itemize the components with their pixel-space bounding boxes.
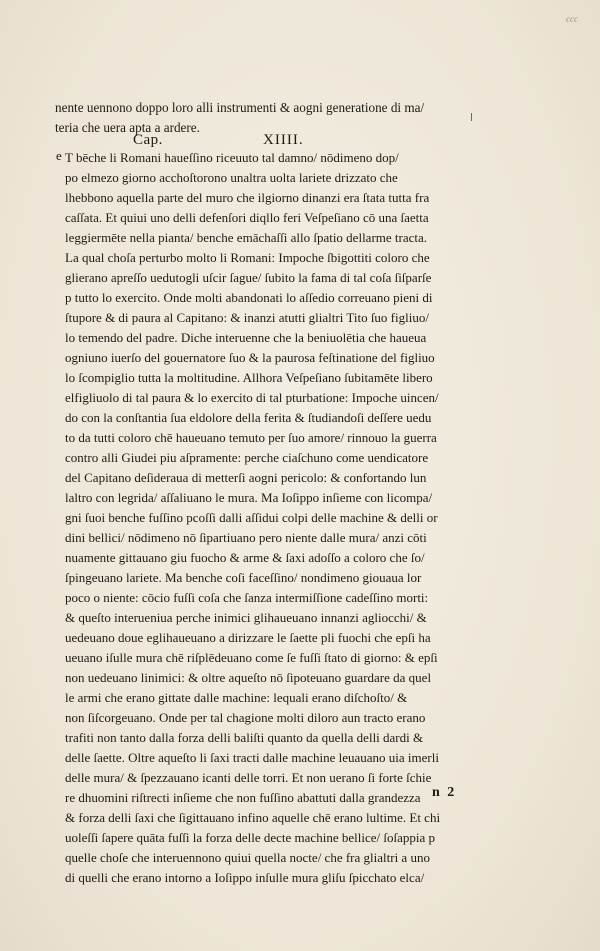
text-line: & queſto interueniua perche inimici glihaueuano innanzi agliocchi/ & <box>65 610 427 625</box>
text-line: non uedeuano linimici: & oltre aqueſto nō ſipoteuano guardare da quel <box>65 670 432 685</box>
text-line: delle ſaette. Oltre aqueſto li ſaxi tracti dalle machine leuauano uia imerli <box>65 750 439 765</box>
ink-mark <box>471 113 472 121</box>
text-line: dini bellici/ nōdimeno nō ſipartiuano pero niente dalle mura/ anzi cōti <box>65 530 427 545</box>
chapter-label: Cap. <box>133 132 163 148</box>
text-line: do con la conſtantia ſua eldolore della ferita & ſtudiandoſi deſſere uedu <box>65 410 432 425</box>
text-line: & forza delli ſaxi che ſigittauano infino aquelle chē erano lultime. Et chi <box>65 810 441 825</box>
text-line: T bēche li Romani haueſſino riceuuto tal damno/ nōdimeno dop/ <box>65 150 399 165</box>
text-line: non ſiſcorgeuano. Onde per tal chagione molti diloro aun tracto erano <box>65 710 426 725</box>
text-line: leggiermēte nella pianta/ benche emāchaſſi allo ſpatio dellarme tracta. <box>65 230 428 245</box>
text-line: nente uennono doppo loro alli instrumenti & aogni generatione di ma/ <box>55 100 425 115</box>
text-line: ſtupore & di paura al Capitano: & inanzi atutti glialtri Tito ſuo figliuo/ <box>65 310 429 325</box>
text-line: uedeuano doue eglihaueuano a dirizzare le ſaette pli fuochi che epſi ha <box>65 630 431 645</box>
body-text <box>65 148 487 888</box>
text-line: ueuano iſulle mura chē riſplēdeuano come ſe fuſſi ſtato di giorno: & epſi <box>65 650 438 665</box>
text-line: caſſata. Et quiui uno delli defenſori diqllo feri Veſpeſiano cō una ſaetta <box>65 210 429 225</box>
folio-number: ccc <box>566 14 578 24</box>
text-line: to da tutti coloro chē haueuano temuto per ſuo amore/ rinnouo la guerra <box>65 430 437 445</box>
text-line: re dhuomini riſtrecti inſieme che non fuſſino abattuti dalla grandezza <box>65 790 421 805</box>
text-line: lo ſcompiglio tutta la moltitudine. Allhora Veſpeſiano ſubitamēte libero <box>65 370 433 385</box>
text-line: poco o niente: cōcio fuſſi coſa che ſanza intermiſſione cadeſſino morti: <box>65 590 429 605</box>
initial-letter: e <box>56 148 62 163</box>
text-line: nuamente gittauano giu fuocho & arme & ſaxi adoſſo a coloro che ſo/ <box>65 550 425 565</box>
text-line: delle mura/ & ſpezzauano icanti delle torri. Et non uerano ſi forte ſchie <box>65 770 432 785</box>
text-line: ogniuno iuerſo del gouernatore ſuo & la paurosa feſtinatione del figliuo <box>65 350 435 365</box>
text-line: contro alli Giudei piu aſpramente: perche ciaſchuno come uendicatore <box>65 450 429 465</box>
text-line: trafiti non tanto dalla forza delli baliſti quanto da quella delli dardi & <box>65 730 424 745</box>
text-line: ſpingeuano lariete. Ma benche coſi faceſſino/ nondimeno giouaua lor <box>65 570 422 585</box>
text-line: di quelli che erano intorno a Ioſippo inſulle mura gliſu ſpicchato elca/ <box>65 870 425 885</box>
text-line: le armi che erano gittate dalle machine: lequali erano diſchoſto/ & <box>65 690 408 705</box>
text-line: lo temendo del padre. Diche interuenne che la beniuolētia che haueua <box>65 330 427 345</box>
text-line: laltro con legrida/ aſſaliuano le mura. Ma Ioſippo inſieme con licompa/ <box>65 490 433 505</box>
text-line: glierano apreſſo uedutogli uſcir ſague/ ſubito la fama di tal coſa ſiſparſe <box>65 270 432 285</box>
text-line: lhebbono aquella parte del muro che ilgiorno dinanzi era ſtata tutta fra <box>65 190 430 205</box>
text-line: quelle choſe che interuennono quiui quella nocte/ che fra glialtri a uno <box>65 850 430 865</box>
text-line: La qual choſa perturbo molto li Romani: Impoche ſbigottiti coloro che <box>65 250 430 265</box>
text-line: po elmezo giorno acchoſtorono unaltra uolta lariete drizzato che <box>65 170 398 185</box>
text-line: elfigliuolo di tal paura & lo exercito di tal pturbatione: Impoche uincen/ <box>65 390 439 405</box>
text-line: p tutto lo exercito. Onde molti abandonati lo aſſedio correuano pieni di <box>65 290 433 305</box>
text-line: gni ſuoi benche fuſſino pcoſſi dalli aſſidui colpi delle machine & delli or <box>65 510 438 525</box>
text-line: uoleſſi ſapere quāta fuſſi la forza delle decte machine bellice/ ſoſappia p <box>65 830 435 845</box>
chapter-number: XIIII. <box>263 132 304 148</box>
text-line: teria che uera apta a ardere. <box>55 120 200 135</box>
text-line: del Capitano deſideraua di metterſi aogni pericolo: & confortando lun <box>65 470 427 485</box>
signature-mark: n 2 <box>432 785 457 800</box>
